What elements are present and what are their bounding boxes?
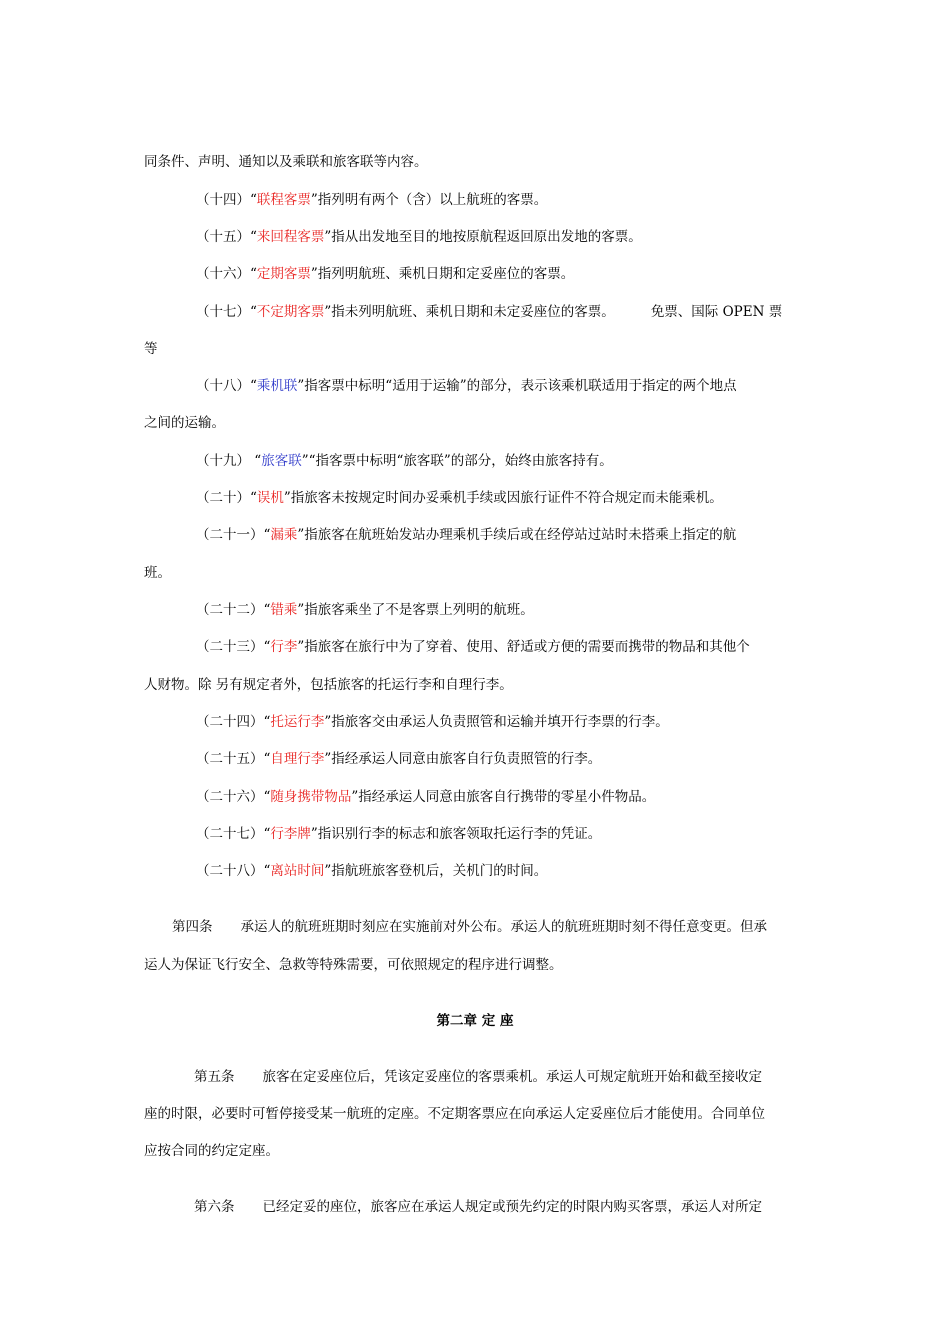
article-label: 第四条: [172, 919, 213, 935]
item-prefix: （二十）“: [196, 490, 257, 506]
article-text: 承运人的航班班期时刻应在实施前对外公布。承运人的航班班期时刻不得任意变更。但承: [240, 919, 767, 935]
defined-term: 行李牌: [270, 826, 311, 842]
definition-text: ”指识别行李的标志和旅客领取托运行李的凭证。: [310, 826, 602, 842]
definition-text: ”指从出发地至目的地按原航程返回原出发地的客票。: [324, 229, 642, 245]
definition-text: ”指旅客交由承运人负责照管和运输并填开行李票的行李。: [324, 714, 669, 730]
line-text: 之间的运输。: [144, 415, 225, 431]
item-prefix: （二十六）“: [196, 789, 271, 805]
definition-20: [196, 488, 723, 508]
defined-term: 自理行李: [270, 751, 325, 767]
definition-28: [196, 861, 547, 881]
item-prefix: （十七）“: [196, 304, 257, 320]
line-text: 同条件、声明、通知以及乘联和旅客联等内容。: [144, 154, 428, 170]
item-prefix: （二十四）“: [196, 714, 271, 730]
defined-term: 漏乘: [270, 527, 298, 543]
definition-text: ”指旅客在旅行中为了穿着、使用、舒适或方便的需要而携带的物品和其他个: [297, 639, 750, 655]
article-text: 旅客在定妥座位后，凭该定妥座位的客票乘机。承运人可规定航班开始和截至接收定: [262, 1069, 762, 1085]
definition-17: [196, 302, 782, 322]
item-prefix: （二十五）“: [196, 751, 271, 767]
item-prefix: （十五）“: [196, 229, 257, 245]
article-text: 已经定妥的座位，旅客应在承运人规定或预先约定的时限内购买客票，承运人对所定: [262, 1199, 762, 1215]
definition-text: ”指旅客乘坐了不是客票上列明的航班。: [297, 602, 534, 618]
defined-term: 错乘: [270, 602, 298, 618]
definition-note: 免票、国际 OPEN 票: [650, 304, 783, 320]
item-prefix: （二十一）“: [196, 527, 271, 543]
article-6: [194, 1197, 762, 1217]
article-text: 运人为保证飞行安全、急救等特殊需要，可依照规定的程序进行调整。: [144, 957, 563, 973]
definition-14: [196, 190, 547, 210]
definition-25: [196, 749, 601, 769]
definition-text: ”指旅客未按规定时间办妥乘机手续或因旅行证件不符合规定而未能乘机。: [283, 490, 723, 506]
item-prefix: （二十二）“: [196, 602, 271, 618]
defined-term: 乘机联: [256, 378, 298, 394]
definition-16: [196, 264, 574, 284]
defined-term: 行李: [270, 639, 298, 655]
line-text: 人财物。除 另有规定者外，包括旅客的托运行李和自理行李。: [144, 677, 513, 693]
definition-text: ”指经承运人同意由旅客自行携带的零星小件物品。: [351, 789, 656, 805]
definition-15: [196, 227, 642, 247]
defined-term: 随身携带物品: [270, 789, 352, 805]
article-5-continued: [144, 1104, 765, 1124]
definition-text: ”指未列明航班、乘机日期和未定妥座位的客票。: [324, 304, 615, 320]
defined-term: 联程客票: [256, 192, 311, 208]
definition-21: [196, 525, 736, 545]
item-prefix: （十八）“: [196, 378, 257, 394]
text-line: [144, 152, 428, 172]
item-prefix: （十四）“: [196, 192, 257, 208]
article-text: 应按合同的约定定座。: [144, 1143, 279, 1159]
defined-term: 误机: [256, 490, 284, 506]
item-prefix: （十六）“: [196, 266, 257, 282]
definition-23: [196, 637, 750, 657]
definition-22: [196, 600, 534, 620]
definition-text: ”指客票中标明“适用于运输”的部分，表示该乘机联适用于指定的两个地点: [297, 378, 737, 394]
article-text: 座的时限，必要时可暂停接受某一航班的定座。不定期客票应在向承运人定妥座位后才能使用。合同单位: [144, 1106, 765, 1122]
article-5: [194, 1067, 762, 1087]
definition-text: ”指旅客在航班始发站办理乘机手续后或在经停站过站时未搭乘上指定的航: [297, 527, 737, 543]
defined-term: 旅客联: [261, 453, 302, 469]
definition-27: [196, 824, 601, 844]
definition-text: ”指经承运人同意由旅客自行负责照管的行李。: [324, 751, 602, 767]
item-prefix: （二十八）“: [196, 863, 271, 879]
article-4: [172, 917, 767, 937]
item-prefix: （十九） “: [196, 453, 262, 469]
item-prefix: （二十七）“: [196, 826, 271, 842]
article-5-continued: [144, 1141, 279, 1161]
line-text: 等: [144, 341, 158, 357]
article-label: 第六条: [194, 1199, 235, 1215]
definition-text: ”指列明有两个（含）以上航班的客票。: [310, 192, 548, 208]
definition-19: [196, 451, 613, 471]
defined-term: 离站时间: [270, 863, 325, 879]
text-line: [144, 413, 225, 433]
defined-term: 来回程客票: [256, 229, 325, 245]
definition-24: [196, 712, 669, 732]
text-line: [144, 563, 171, 583]
defined-term: 定期客票: [256, 266, 311, 282]
chapter-heading: 第二章 定 座: [436, 1013, 514, 1029]
item-prefix: （二十三）“: [196, 639, 271, 655]
article-label: 第五条: [194, 1069, 235, 1085]
defined-term: 托运行李: [270, 714, 325, 730]
text-line: [144, 339, 158, 359]
defined-term: 不定期客票: [256, 304, 325, 320]
definition-text: ”指列明航班、乘机日期和定妥座位的客票。: [310, 266, 575, 282]
definition-26: [196, 787, 655, 807]
definition-text: ”指航班旅客登机后，关机门的时间。: [324, 863, 548, 879]
definition-18: [196, 376, 737, 396]
article-4-continued: [144, 955, 563, 975]
line-text: 班。: [144, 565, 171, 581]
text-line: [144, 675, 513, 695]
definition-text: ”“指客票中标明“旅客联”的部分，始终由旅客持有。: [301, 453, 613, 469]
